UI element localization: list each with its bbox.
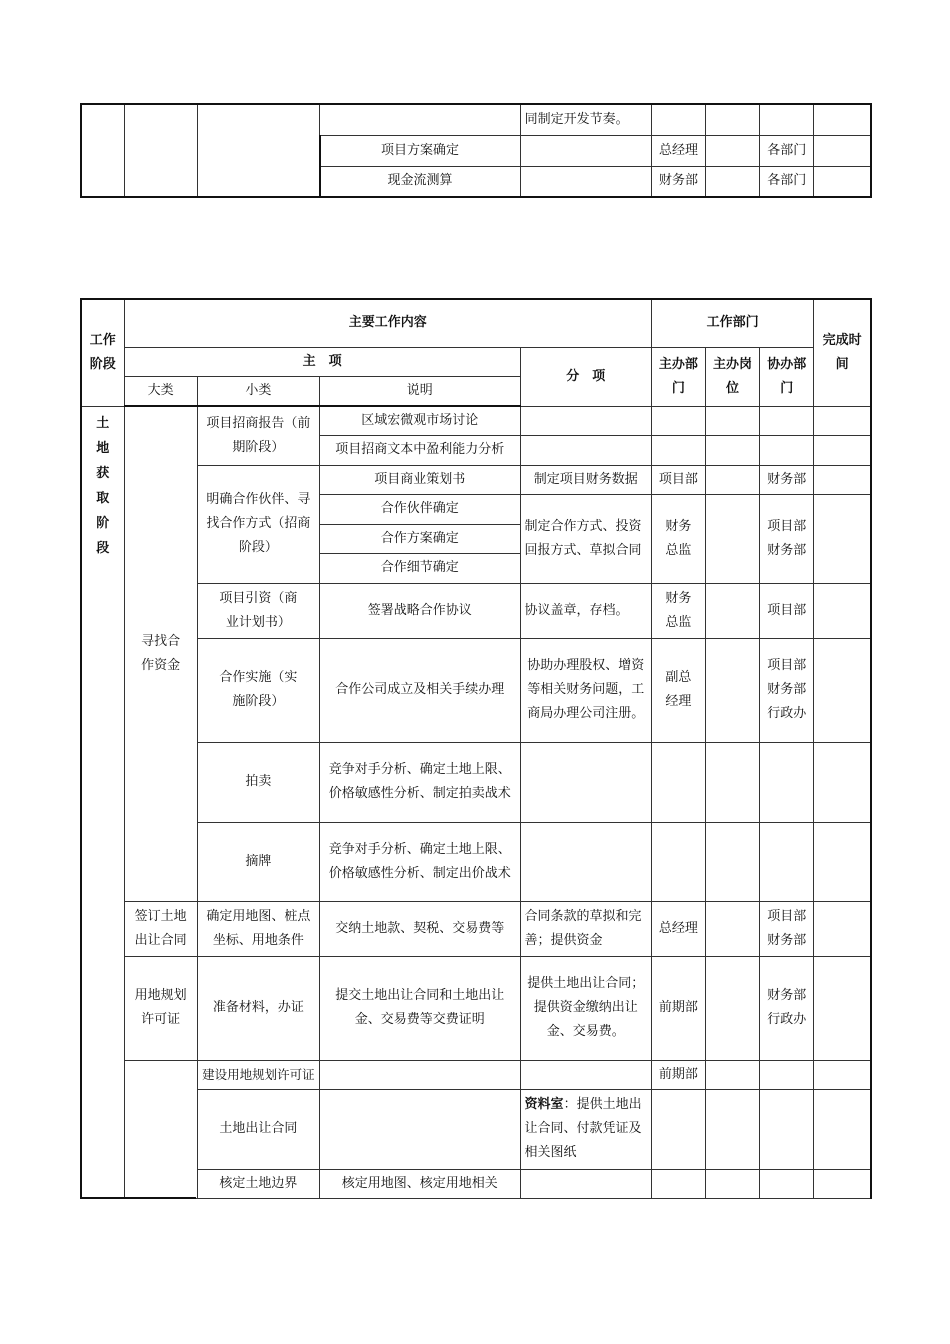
finish-cell (814, 166, 871, 197)
stage-char: 土 (96, 415, 110, 431)
header-main-post: 主办岗位 (706, 347, 760, 406)
finish-cell (814, 135, 871, 166)
sub-item-line: 提供资金缴纳出让金、交易费。 (533, 1000, 638, 1039)
sub-item-cell (520, 135, 651, 166)
assist-dept-cell: 各部门 (760, 166, 814, 197)
category-seek-funding: 寻找合作资金 (124, 406, 197, 901)
sub-item-cell: 同制定开发节奏。 (520, 104, 651, 135)
header-content: 主要工作内容 (124, 299, 651, 347)
table-bottom-rule (80, 1197, 196, 1199)
main-dept-cell: 总经理 (651, 135, 705, 166)
assist-dept-cell: 各部门 (760, 135, 814, 166)
sub-land-contract: 土地出让合同 (197, 1089, 319, 1169)
sub-implementation: 合作实施（实施阶段） (197, 638, 319, 742)
sub-item-cell: 制定合作方式、投资回报方式、草拟合同 (520, 494, 651, 583)
main-dept-cell: 财务总监 (651, 494, 705, 583)
desc-cell: 项目方案确定 (320, 135, 521, 166)
header-main-dept: 主办部门 (651, 347, 705, 406)
work-plan-table (80, 298, 872, 1199)
sub-item-cell: 协议盖章，存档。 (520, 583, 651, 638)
desc-cell: 合作方案确定 (320, 524, 520, 553)
stage-cell (81, 104, 124, 197)
main-dept-cell: 前期部 (651, 956, 705, 1060)
sub-item-cell (520, 166, 651, 197)
sub-partner: 明确合作伙伴、寻找合作方式（招商阶段） (197, 465, 319, 583)
sub-prepare-materials: 准备材料，办证 (197, 956, 319, 1060)
desc-cell: 项目商业策划书 (320, 465, 520, 494)
desc-cell: 核定用地图、核定用地相关 (320, 1169, 520, 1198)
sub-item-cell: 协助办理股权、增资等相关财务问题，工商局办理公司注册。 (520, 638, 651, 742)
sub-investment: 项目引资（商业计划书） (197, 583, 319, 638)
main-post-cell (706, 135, 760, 166)
sub-item-rest: ：提供土地出让合同、付款凭证及相关图纸 (524, 1097, 642, 1160)
header-stage: 工作阶段 (81, 299, 124, 406)
continuation-table (80, 103, 872, 198)
category-cell (124, 1060, 197, 1198)
sub-auction: 拍卖 (197, 742, 319, 822)
category-cell (124, 104, 197, 197)
header-desc: 说明 (320, 376, 520, 406)
desc-cell: 区域宏微观市场讨论 (320, 406, 520, 435)
assist-dept-cell: 项目部财务部 (760, 494, 814, 583)
assist-dept-cell: 项目部财务部 (760, 901, 814, 956)
category-sign-contract: 签订土地出让合同 (124, 901, 197, 956)
stage-char: 段 (96, 540, 110, 556)
desc-cell (320, 104, 521, 135)
main-post-cell (706, 166, 760, 197)
header-finish: 完成时间 (814, 299, 871, 406)
desc-cell: 现金流测算 (320, 166, 521, 197)
sub-item-cell: 合同条款的草拟和完善；提供资金 (520, 901, 651, 956)
desc-cell: 合作公司成立及相关手续办理 (320, 638, 520, 742)
stage-cell-land-acquisition (81, 406, 124, 1198)
finish-cell (814, 104, 871, 135)
main-dept-cell: 总经理 (651, 901, 705, 956)
stage-char: 取 (96, 490, 110, 506)
sub-item-cell (520, 956, 651, 1060)
stage-char: 阶 (96, 515, 110, 531)
desc-cell: 交纳土地款、契税、交易费等 (320, 901, 520, 956)
subcategory-cell (197, 104, 319, 197)
assist-dept-cell (760, 104, 814, 135)
main-dept-cell: 财务部 (651, 166, 705, 197)
sub-item-cell (520, 1089, 651, 1169)
desc-cell: 竞争对手分析、确定土地上限、价格敏感性分析、制定出价战术 (320, 822, 520, 901)
sub-land-boundary: 核定土地边界 (197, 1169, 319, 1198)
header-dept: 工作部门 (651, 299, 813, 347)
sub-land-map: 确定用地图、桩点坐标、用地条件 (197, 901, 319, 956)
desc-cell: 合作伙伴确定 (320, 494, 520, 524)
header-assist-dept: 协办部门 (760, 347, 814, 406)
sub-item-cell: 制定项目财务数据 (520, 465, 651, 494)
sub-listing: 摘牌 (197, 822, 319, 901)
main-dept-cell: 副总经理 (651, 638, 705, 742)
main-post-cell (706, 104, 760, 135)
main-dept-cell: 前期部 (651, 1060, 705, 1089)
header-sub-item: 分 项 (520, 347, 651, 406)
assist-dept-cell: 项目部 (760, 583, 814, 638)
header-main-item: 主 项 (124, 347, 520, 376)
desc-cell: 竞争对手分析、确定土地上限、价格敏感性分析、制定拍卖战术 (320, 742, 520, 822)
desc-cell: 项目招商文本中盈利能力分析 (320, 435, 520, 465)
assist-dept-cell: 财务部行政办 (760, 956, 814, 1060)
stage-char: 地 (96, 440, 110, 456)
stage-char: 获 (96, 465, 110, 481)
header-subcategory: 小类 (197, 376, 319, 406)
sub-item-line: 提供土地出让合同； (527, 976, 645, 991)
main-dept-cell: 财务总监 (651, 583, 705, 638)
desc-cell: 合作细节确定 (320, 553, 520, 583)
desc-cell: 提交土地出让合同和土地出让金、交易费等交费证明 (320, 956, 520, 1060)
desc-cell: 签署战略合作协议 (320, 583, 520, 638)
main-dept-cell: 项目部 (651, 465, 705, 494)
header-category: 大类 (124, 376, 197, 406)
category-land-permit: 用地规划许可证 (124, 956, 197, 1060)
assist-dept-cell: 项目部财务部行政办 (760, 638, 814, 742)
sub-construction-permit: 建设用地规划许可证 (197, 1060, 319, 1089)
assist-dept-cell: 财务部 (760, 465, 814, 494)
main-dept-cell (651, 104, 705, 135)
sub-item-bold: 资料室 (524, 1097, 564, 1112)
sub-tender-report: 项目招商报告（前期阶段） (197, 406, 319, 465)
